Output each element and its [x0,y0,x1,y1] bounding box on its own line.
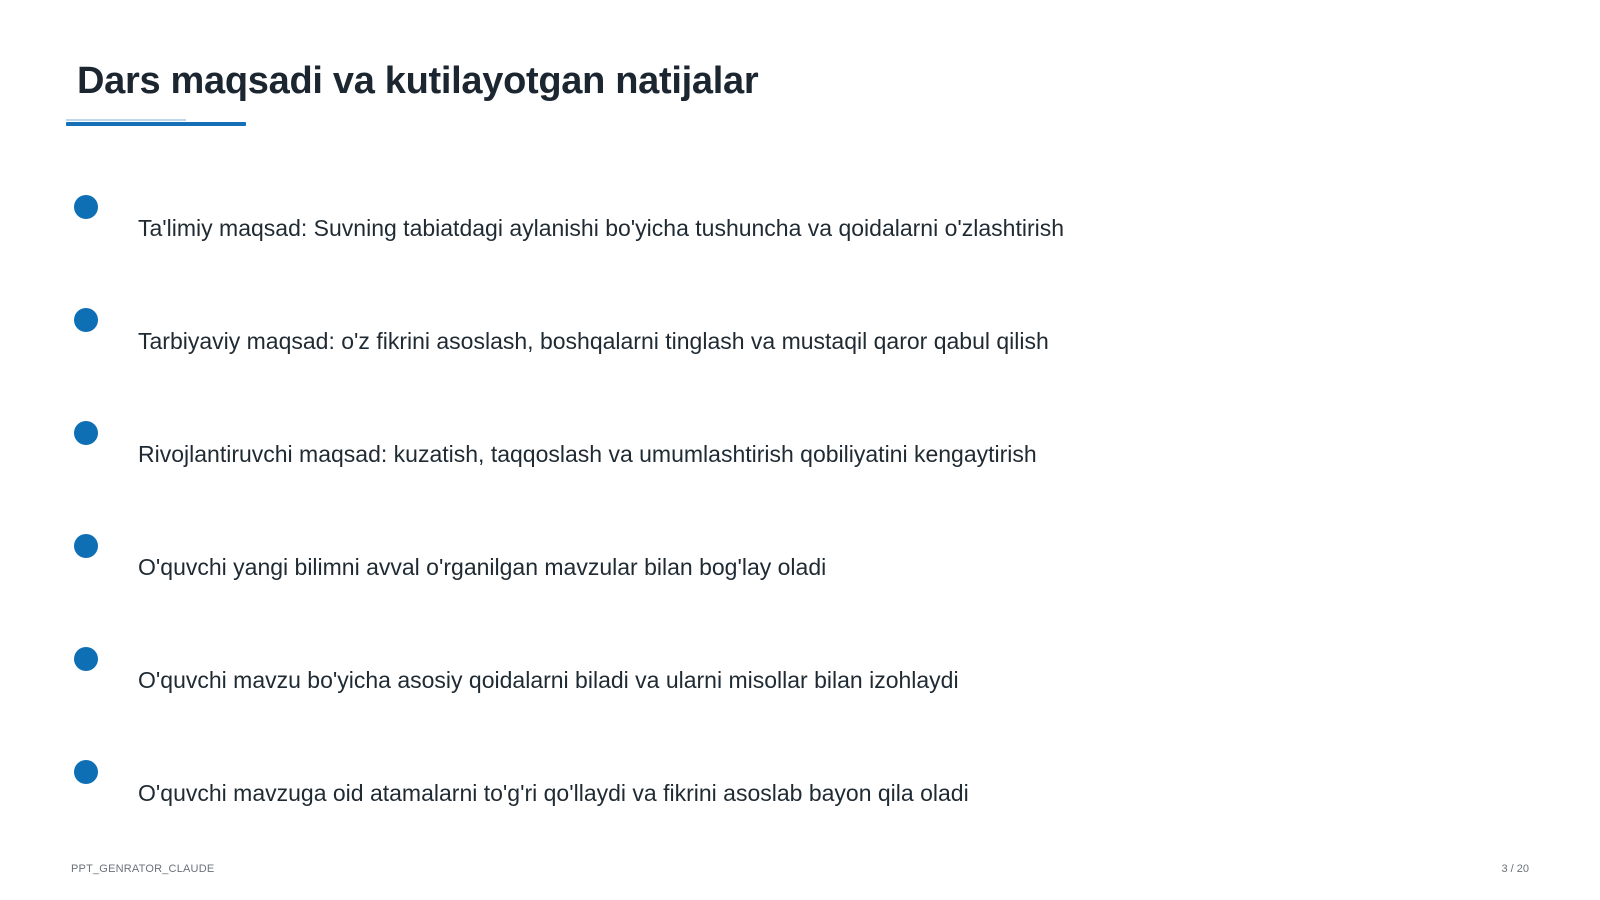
bullet-dot-icon [74,195,98,219]
footer-label: PPT_GENRATOR_CLAUDE [71,863,215,875]
bullet-dot-icon [74,647,98,671]
bullet-item [0,760,1600,820]
bullet-item [0,534,1600,594]
page-indicator: 3 / 20 [1501,863,1529,875]
bullet-text: Ta'limiy maqsad: Suvning tabiatdagi aylanishi bo'yicha tushuncha va qoidalarni o'zlashtirish [138,215,1065,241]
bullet-dot-icon [74,760,98,784]
bullet-item [0,421,1600,481]
bullet-dot-icon [74,421,98,445]
bullet-text: Rivojlantiruvchi maqsad: kuzatish, taqqoslash va umumlashtirish qobiliyatini kengaytirish [138,441,1037,467]
bullet-text: O'quvchi mavzu bo'yicha asosiy qoidalarni biladi va ularni misollar bilan izohlaydi [138,667,959,693]
bullet-item [0,195,1600,255]
bullet-dot-icon [74,534,98,558]
bullet-dot-icon [74,308,98,332]
slide-title: Dars maqsadi va kutilayotgan natijalar [77,60,759,102]
bullet-text: Tarbiyaviy maqsad: o'z fikrini asoslash, boshqalarni tinglash va mustaqil qaror qabul qilish [138,328,1049,354]
bullet-item [0,647,1600,707]
bullet-item [0,308,1600,368]
bullet-text: O'quvchi yangi bilimni avval o'rganilgan mavzular bilan bog'lay oladi [138,554,827,580]
bullet-text: O'quvchi mavzuga oid atamalarni to'g'ri qo'llaydi va fikrini asoslab bayon qila oladi [138,780,969,806]
